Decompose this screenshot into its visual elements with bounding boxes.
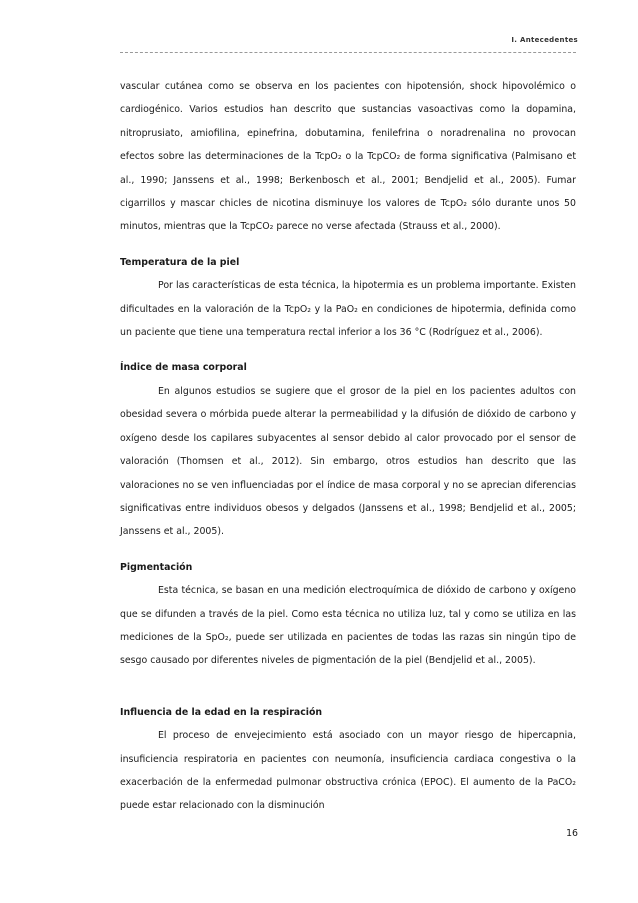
header-divider [120, 52, 576, 53]
paragraph-bmi: En algunos estudios se sugiere que el grosor de la piel en los pacientes adultos con obesidad severa o mórbida puede alterar la permeabilidad y la difusión de dióxido de carbono y oxígeno desde los capilares subyacentes al sensor debido al calor provocado por el sensor de valoración (Thomsen et al., 2012). Sin embargo, otros estudios han descrito que las valoraciones no se ven influenciadas por el índice de masa corporal y no se aprecian diferencias significativas entre individuos obesos y delgados (Janssens et al., 1998; Bendjelid et al., 2005; Janssens et al., 2005). [120, 385, 576, 538]
spacer [120, 673, 576, 701]
section-heading-age-respiration: Influencia de la edad en la respiración [120, 706, 323, 718]
paragraph-continuation: vascular cutánea como se observa en los pacientes con hipotensión, shock hipovolémico o cardiogénico. Varios estudios han descrito que sustancias vasoactivas como la dopamina, nitroprusiato, amiofilina, epinefrina, dobutamina, fenilefrina o noradrenalina no provocan efectos sobre las determinaciones de la TcpO₂ o la TcpCO₂ de forma significativa (Palmisano et al., 1990; Janssens et al., 1998; Berkenbosch et al., 2001; Bendjelid et al., 2005). Fumar cigarrillos y mascar chicles de nicotina disminuye los valores de TcpO₂ sólo durante unos 50 minutos, mientras que la TcpCO₂ parece no verse afectada (Strauss et al., 2000). [120, 81, 576, 233]
paragraph-pigmentation: Esta técnica, se basan en una medición electroquímica de dióxido de carbono y oxígeno que se difunden a través de la piel. Como esta técnica no utiliza luz, tal y como se utiliza en las mediciones de la SpO₂, puede ser utilizada en pacientes de todas las razas sin ningún tipo de sesgo causado por diferentes niveles de pigmentación de la piel (Bendjelid et al., 2005). [120, 585, 576, 667]
page-number: 16 [566, 828, 578, 839]
section-heading-bmi: Índice de masa corporal [120, 362, 247, 374]
section-heading-pigmentation: Pigmentación [120, 561, 193, 573]
paragraph-age-respiration: El proceso de envejecimiento está asociado con un mayor riesgo de hipercapnia, insuficiencia respiratoria en pacientes con neumonía, insuficiencia cardiaca congestiva o la exacerbación de la enfermedad pulmonar obstructiva crónica (EPOC). El aumento de la PaCO₂ puede estar relacionado con la disminución [120, 730, 576, 812]
spacer [120, 344, 576, 356]
running-header: I. Antecedentes [511, 36, 578, 44]
body-text [120, 75, 576, 818]
spacer [120, 544, 576, 556]
section-heading-temperature: Temperatura de la piel [120, 256, 240, 268]
spacer [120, 239, 576, 251]
paragraph-temperature: Por las características de esta técnica, la hipotermia es un problema importante. Existen dificultades en la valoración de la TcpO₂ y la PaO₂ en condiciones de hipotermia, definida como un paciente que tiene una temperatura rectal inferior a los 36 °C (Rodríguez et al., 2006). [120, 280, 576, 339]
